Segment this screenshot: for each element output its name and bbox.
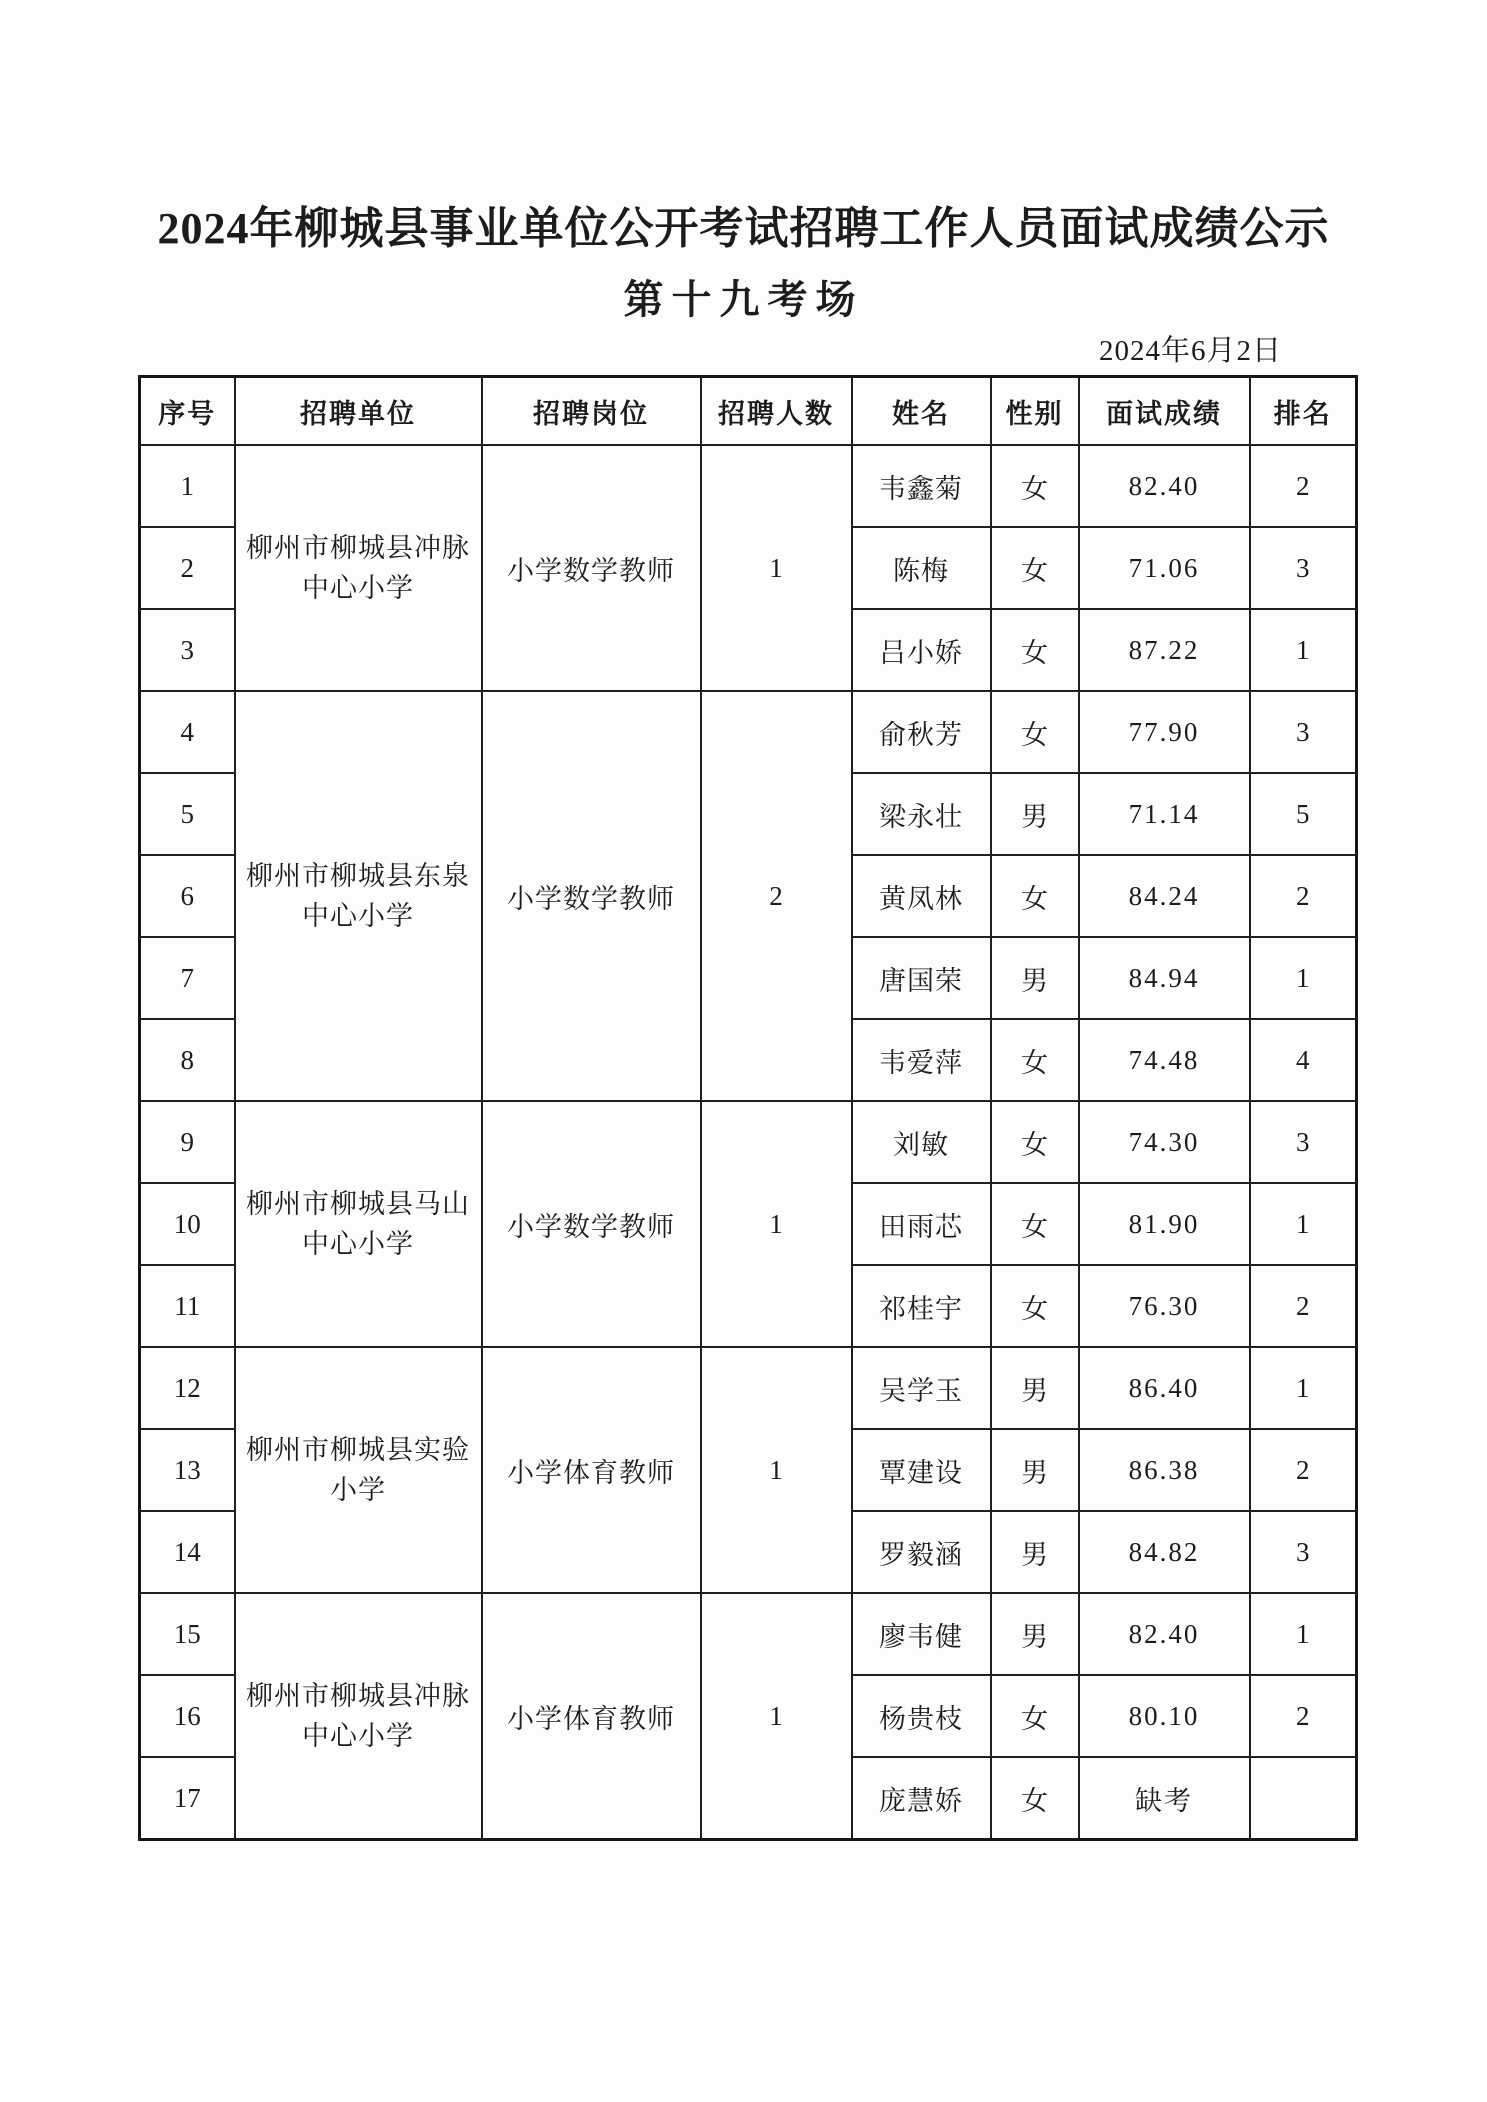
gender-cell: 女 — [991, 1019, 1079, 1101]
score-cell: 86.40 — [1079, 1347, 1250, 1429]
rank-cell: 1 — [1250, 937, 1357, 1019]
rank-cell: 1 — [1250, 1183, 1357, 1265]
header-score: 面试成绩 — [1079, 377, 1250, 446]
candidate-row — [140, 1347, 1357, 1429]
gender-cell: 女 — [991, 527, 1079, 609]
seq-cell: 12 — [140, 1347, 235, 1429]
recruit-count-cell: 2 — [701, 691, 852, 1101]
position-cell: 小学数学教师 — [482, 691, 701, 1101]
results-table — [138, 375, 1358, 1841]
score-cell: 84.24 — [1079, 855, 1250, 937]
rank-cell: 3 — [1250, 1101, 1357, 1183]
recruit-count-cell: 1 — [701, 1347, 852, 1593]
candidate-row — [140, 1101, 1357, 1183]
unit-cell: 柳州市柳城县东泉中心小学 — [235, 691, 482, 1101]
rank-cell: 1 — [1250, 1593, 1357, 1675]
rank-cell: 2 — [1250, 1265, 1357, 1347]
score-cell: 86.38 — [1079, 1429, 1250, 1511]
score-cell: 77.90 — [1079, 691, 1250, 773]
recruit-count-cell: 1 — [701, 445, 852, 691]
gender-cell: 男 — [991, 1429, 1079, 1511]
gender-cell: 女 — [991, 1265, 1079, 1347]
gender-cell: 男 — [991, 773, 1079, 855]
name-cell: 黄凤林 — [852, 855, 991, 937]
page-title: 2024年柳城县事业单位公开考试招聘工作人员面试成绩公示 — [157, 204, 1330, 253]
name-cell: 覃建设 — [852, 1429, 991, 1511]
seq-cell: 2 — [140, 527, 235, 609]
candidate-row — [140, 445, 1357, 527]
seq-cell: 6 — [140, 855, 235, 937]
score-cell: 71.06 — [1079, 527, 1250, 609]
gender-cell: 女 — [991, 1675, 1079, 1757]
unit-cell: 柳州市柳城县冲脉中心小学 — [235, 445, 482, 691]
seq-cell: 5 — [140, 773, 235, 855]
gender-cell: 女 — [991, 691, 1079, 773]
position-cell: 小学体育教师 — [482, 1593, 701, 1840]
name-cell: 祁桂宇 — [852, 1265, 991, 1347]
name-cell: 吴学玉 — [852, 1347, 991, 1429]
name-cell: 田雨芯 — [852, 1183, 991, 1265]
gender-cell: 女 — [991, 1757, 1079, 1840]
score-cell: 80.10 — [1079, 1675, 1250, 1757]
venue-subtitle: 第十九考场 — [623, 277, 864, 322]
gender-cell: 女 — [991, 445, 1079, 527]
gender-cell: 女 — [991, 609, 1079, 691]
rank-cell: 3 — [1250, 691, 1357, 773]
header-gender: 性别 — [991, 377, 1079, 446]
rank-cell: 2 — [1250, 445, 1357, 527]
name-cell: 罗毅涵 — [852, 1511, 991, 1593]
results-table-container — [138, 375, 1358, 1841]
gender-cell: 女 — [991, 1101, 1079, 1183]
name-cell: 唐国荣 — [852, 937, 991, 1019]
header-recruit-count: 招聘人数 — [701, 377, 852, 446]
gender-cell: 女 — [991, 1183, 1079, 1265]
name-cell: 韦鑫菊 — [852, 445, 991, 527]
seq-cell: 15 — [140, 1593, 235, 1675]
table-header-row — [140, 377, 1357, 446]
unit-cell: 柳州市柳城县马山中心小学 — [235, 1101, 482, 1347]
unit-cell: 柳州市柳城县实验小学 — [235, 1347, 482, 1593]
recruit-count-cell: 1 — [701, 1593, 852, 1840]
candidate-row — [140, 691, 1357, 773]
seq-cell: 7 — [140, 937, 235, 1019]
header-unit: 招聘单位 — [235, 377, 482, 446]
rank-cell: 3 — [1250, 1511, 1357, 1593]
candidate-row — [140, 1593, 1357, 1675]
seq-cell: 9 — [140, 1101, 235, 1183]
score-cell: 76.30 — [1079, 1265, 1250, 1347]
score-cell: 84.94 — [1079, 937, 1250, 1019]
gender-cell: 男 — [991, 1593, 1079, 1675]
name-cell: 梁永壮 — [852, 773, 991, 855]
name-cell: 俞秋芳 — [852, 691, 991, 773]
seq-cell: 8 — [140, 1019, 235, 1101]
name-cell: 杨贵枝 — [852, 1675, 991, 1757]
score-cell: 81.90 — [1079, 1183, 1250, 1265]
gender-cell: 女 — [991, 855, 1079, 937]
score-cell: 74.48 — [1079, 1019, 1250, 1101]
seq-cell: 3 — [140, 609, 235, 691]
position-cell: 小学数学教师 — [482, 1101, 701, 1347]
rank-cell: 5 — [1250, 773, 1357, 855]
rank-cell: 1 — [1250, 609, 1357, 691]
score-cell: 82.40 — [1079, 445, 1250, 527]
unit-cell: 柳州市柳城县冲脉中心小学 — [235, 1593, 482, 1840]
score-cell: 74.30 — [1079, 1101, 1250, 1183]
name-cell: 韦爱萍 — [852, 1019, 991, 1101]
date-label: 2024年6月2日 — [1098, 335, 1282, 367]
name-cell: 吕小娇 — [852, 609, 991, 691]
rank-cell — [1250, 1757, 1357, 1840]
position-cell: 小学数学教师 — [482, 445, 701, 691]
recruit-count-cell: 1 — [701, 1101, 852, 1347]
score-cell: 82.40 — [1079, 1593, 1250, 1675]
header-rank: 排名 — [1250, 377, 1357, 446]
seq-cell: 11 — [140, 1265, 235, 1347]
header-seq: 序号 — [140, 377, 235, 446]
seq-cell: 13 — [140, 1429, 235, 1511]
header-position: 招聘岗位 — [482, 377, 701, 446]
rank-cell: 3 — [1250, 527, 1357, 609]
gender-cell: 男 — [991, 1347, 1079, 1429]
seq-cell: 1 — [140, 445, 235, 527]
rank-cell: 2 — [1250, 855, 1357, 937]
seq-cell: 16 — [140, 1675, 235, 1757]
seq-cell: 14 — [140, 1511, 235, 1593]
rank-cell: 2 — [1250, 1429, 1357, 1511]
seq-cell: 17 — [140, 1757, 235, 1840]
rank-cell: 2 — [1250, 1675, 1357, 1757]
position-cell: 小学体育教师 — [482, 1347, 701, 1593]
name-cell: 陈梅 — [852, 527, 991, 609]
name-cell: 廖韦健 — [852, 1593, 991, 1675]
name-cell: 庞慧娇 — [852, 1757, 991, 1840]
gender-cell: 男 — [991, 937, 1079, 1019]
score-cell: 缺考 — [1079, 1757, 1250, 1840]
score-cell: 71.14 — [1079, 773, 1250, 855]
gender-cell: 男 — [991, 1511, 1079, 1593]
name-cell: 刘敏 — [852, 1101, 991, 1183]
header-name: 姓名 — [852, 377, 991, 446]
rank-cell: 4 — [1250, 1019, 1357, 1101]
seq-cell: 10 — [140, 1183, 235, 1265]
rank-cell: 1 — [1250, 1347, 1357, 1429]
score-cell: 87.22 — [1079, 609, 1250, 691]
score-cell: 84.82 — [1079, 1511, 1250, 1593]
seq-cell: 4 — [140, 691, 235, 773]
